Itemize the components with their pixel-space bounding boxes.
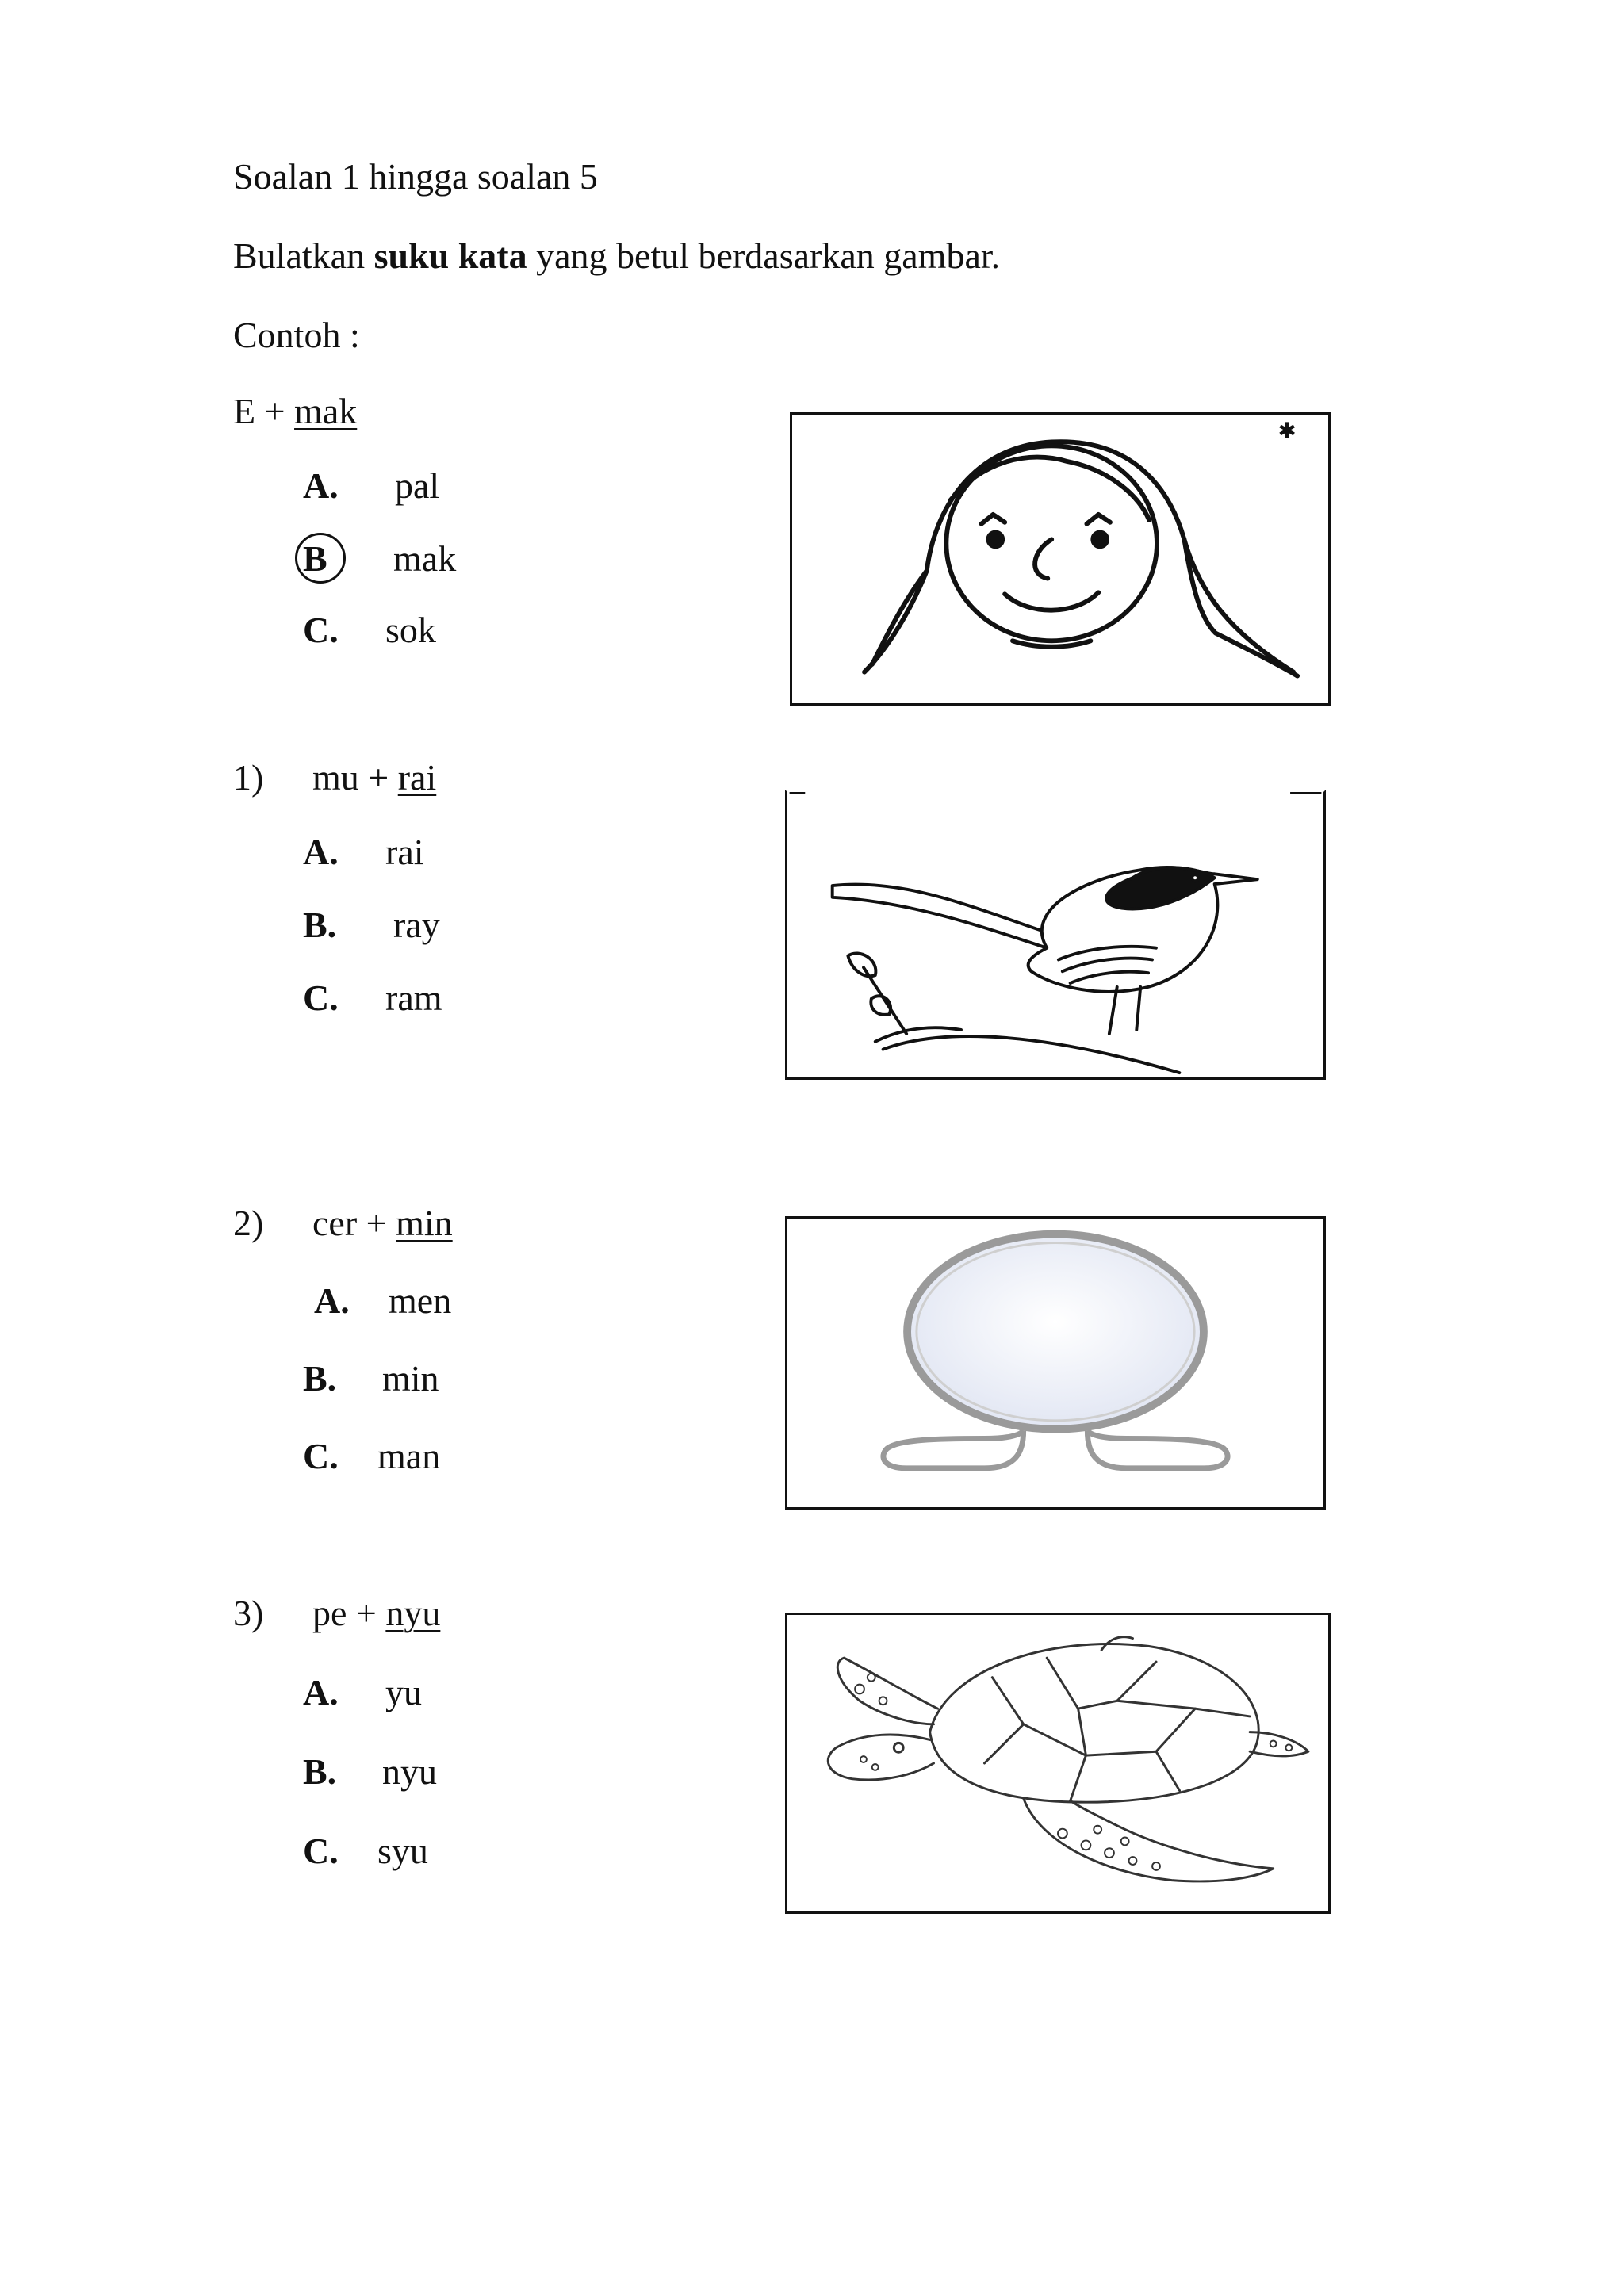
question-3-option-b-letter: B. — [303, 1751, 337, 1792]
question-2-option-a-letter: A. — [314, 1280, 350, 1321]
woman-in-headscarf-icon — [792, 415, 1328, 703]
question-1-option-b-text: ray — [393, 905, 440, 945]
question-1-image-frame — [785, 790, 1326, 1080]
question-2-option-c-letter: C. — [303, 1436, 339, 1476]
question-1-number: 1) — [233, 757, 264, 798]
instruction-post: yang betul berdasarkan gambar. — [536, 235, 1001, 276]
question-3-prefix: pe + — [312, 1593, 377, 1633]
question-2-option-c-text: man — [377, 1436, 441, 1476]
section-title: Soalan 1 hingga soalan 5 — [233, 156, 598, 197]
instruction-pre: Bulatkan — [233, 235, 366, 276]
example-option-c-text: sok — [385, 610, 436, 650]
question-3-option-c-text: syu — [377, 1831, 428, 1871]
example-option-b-letter: B — [303, 538, 327, 579]
magpie-robin-bird-icon — [787, 792, 1323, 1077]
question-3-image-frame — [785, 1613, 1331, 1914]
question-2-option-b-text: min — [382, 1358, 439, 1399]
example-prefix: E + — [233, 391, 285, 431]
question-3-option-a-text: yu — [385, 1672, 422, 1712]
question-3-option-b-text: nyu — [382, 1751, 437, 1792]
question-3-option-c-letter: C. — [303, 1831, 339, 1871]
question-2-option-a-text: men — [389, 1280, 452, 1321]
instruction-bold: suku kata — [373, 235, 527, 276]
example-label: Contoh : — [233, 315, 360, 355]
question-1-stem — [312, 757, 437, 798]
question-1-option-b-letter: B. — [303, 905, 337, 945]
instruction — [233, 235, 1001, 276]
question-1-option-a-text: rai — [385, 832, 424, 872]
example-target: mak — [294, 391, 358, 431]
question-1-option-a-letter: A. — [303, 832, 339, 872]
sea-turtle-icon — [787, 1615, 1328, 1911]
example-option-c-letter: C. — [303, 610, 339, 650]
question-2-number: 2) — [233, 1203, 264, 1243]
question-3-number: 3) — [233, 1593, 264, 1633]
example-option-b-text: mak — [393, 538, 457, 579]
question-2-target: min — [396, 1203, 453, 1243]
question-3-stem — [312, 1595, 440, 1632]
question-3-target: nyu — [385, 1593, 441, 1633]
question-1-option-c-text: ram — [385, 978, 442, 1018]
svg-text:✱: ✱ — [1277, 418, 1297, 444]
example-option-a-text: pal — [395, 465, 440, 506]
question-2-prefix: cer + — [312, 1203, 387, 1243]
mirror-icon — [787, 1219, 1323, 1507]
question-1-target: rai — [397, 757, 437, 798]
question-3-option-a-letter: A. — [303, 1672, 339, 1712]
question-2-image-frame — [785, 1216, 1326, 1510]
example-option-a-letter: A. — [303, 465, 339, 506]
question-1-option-c-letter: C. — [303, 978, 339, 1018]
question-1-prefix: mu + — [312, 757, 389, 798]
question-2-option-b-letter: B. — [303, 1358, 337, 1399]
question-2-stem — [312, 1205, 453, 1242]
example-image-frame — [790, 412, 1331, 706]
example-stem — [233, 393, 357, 430]
